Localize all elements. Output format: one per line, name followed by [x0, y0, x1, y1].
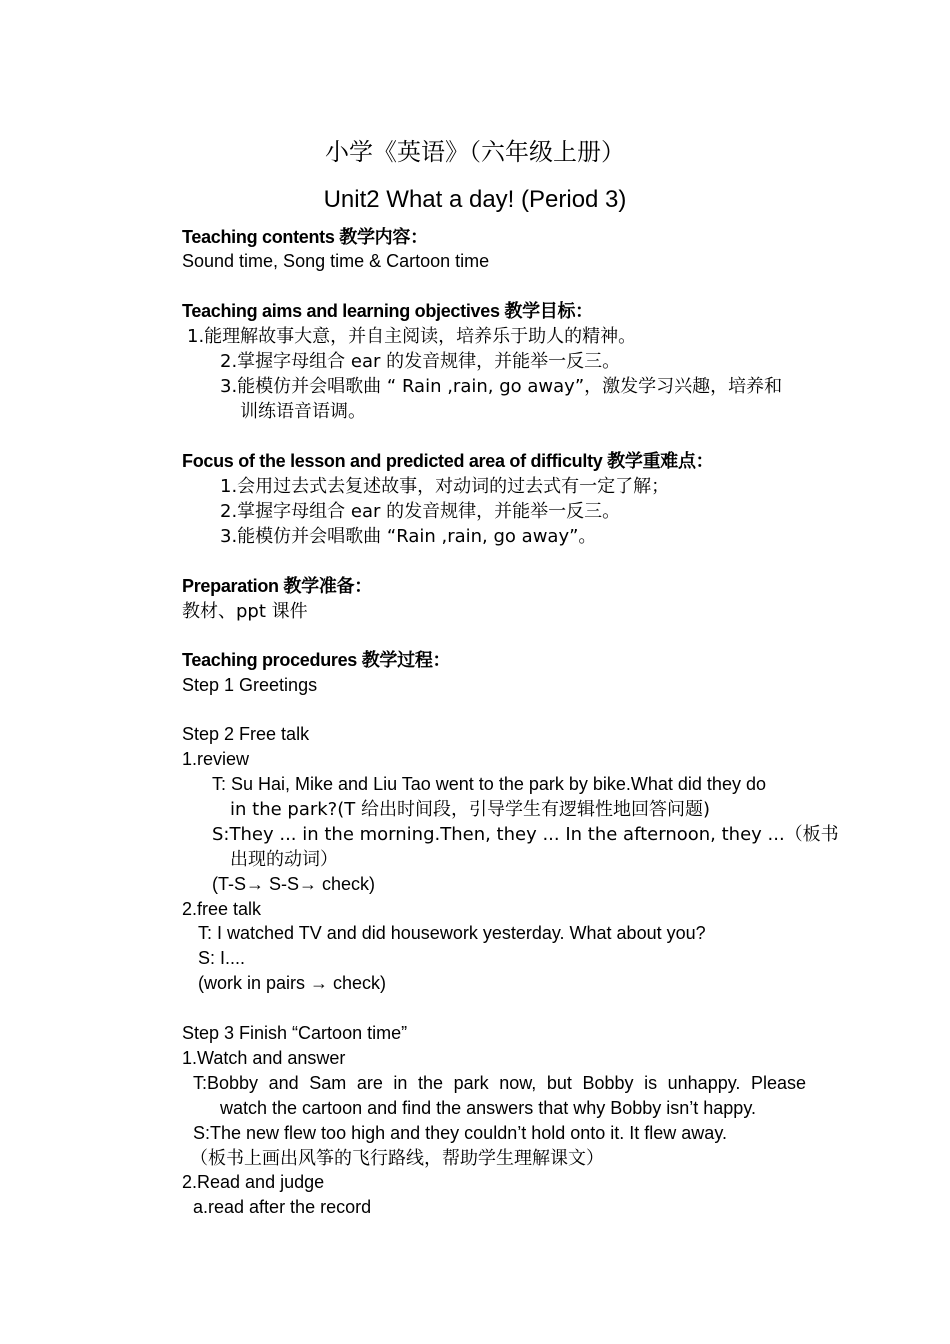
step-2-check-1: (T-S→ S-S→ check): [212, 874, 376, 894]
step-2-student-line-3: S: I....: [198, 948, 246, 968]
focus-item-1: 1.会用过去式去复述故事，对动词的过去式有一定了解；: [220, 476, 670, 497]
step-3-watch: 1.Watch and answer: [182, 1048, 346, 1068]
step-3-title: Step 3 Finish “Cartoon time”: [182, 1023, 408, 1043]
step-1-title: Step 1 Greetings: [182, 675, 318, 695]
step-3-teacher-line-1: T:Bobby and Sam are in the park now, but Bobby is unhappy. Please: [193, 1073, 806, 1093]
aims-heading: Teaching aims and learning objectives 教学目标：: [182, 301, 593, 321]
document-title-chinese: 小学《英语》（六年级上册）: [325, 138, 625, 166]
step-2-check-2: (work in pairs → check): [198, 973, 387, 993]
focus-item-3: 3.能模仿并会唱歌曲 “Rain ,rain, go away”。: [220, 526, 597, 547]
contents-text: Sound time, Song time & Cartoon time: [182, 251, 490, 271]
step-2-teacher-line-1: T: Su Hai, Mike and Liu Tao went to the park by bike.What did they do: [212, 774, 766, 794]
step-2-review: 1.review: [182, 749, 250, 769]
step-2-title: Step 2 Free talk: [182, 724, 310, 744]
step-2-teacher-line-2: in the park?(T 给出时间段，引导学生有逻辑性地回答问题): [230, 799, 710, 820]
step-2-student-line-1: S:They ... in the morning.Then, they ... In the afternoon, they ...（板书: [212, 824, 839, 845]
contents-heading: Teaching contents 教学内容：: [182, 227, 428, 247]
step-2-free-talk: 2.free talk: [182, 899, 262, 919]
aims-item-2: 2.掌握字母组合 ear 的发音规律，并能举一反三。: [220, 351, 621, 372]
step-2-teacher-line-3: T: I watched TV and did housework yesterday. What about you?: [198, 923, 706, 943]
preparation-heading: Preparation 教学准备：: [182, 576, 372, 596]
step-3-student-line: S:The new flew too high and they couldn’t hold onto it. It flew away.: [193, 1123, 727, 1143]
preparation-text: 教材、ppt 课件: [182, 601, 308, 622]
procedures-heading: Teaching procedures 教学过程：: [182, 650, 451, 670]
step-3-read-judge: 2.Read and judge: [182, 1172, 325, 1192]
step-3-teacher-line-2: watch the cartoon and find the answers that why Bobby isn’t happy.: [220, 1098, 756, 1118]
aims-item-3-line-2: 训练语音语调。: [240, 401, 366, 422]
document-title-english: Unit2 What a day! (Period 3): [323, 186, 627, 213]
focus-heading: Focus of the lesson and predicted area of difficulty 教学重难点：: [182, 451, 714, 471]
aims-item-1: 1.能理解故事大意，并自主阅读，培养乐于助人的精神。: [187, 326, 637, 347]
focus-item-2: 2.掌握字母组合 ear 的发音规律，并能举一反三。: [220, 501, 621, 522]
aims-item-3-line-1: 3.能模仿并会唱歌曲 “ Rain ,rain, go away”，激发学习兴趣，培养和: [220, 376, 783, 397]
step-2-student-line-2: 出现的动词）: [230, 849, 338, 870]
step-3-note: （板书上画出风筝的飞行路线，帮助学生理解课文）: [190, 1148, 604, 1169]
step-3-read-after: a.read after the record: [193, 1197, 372, 1217]
